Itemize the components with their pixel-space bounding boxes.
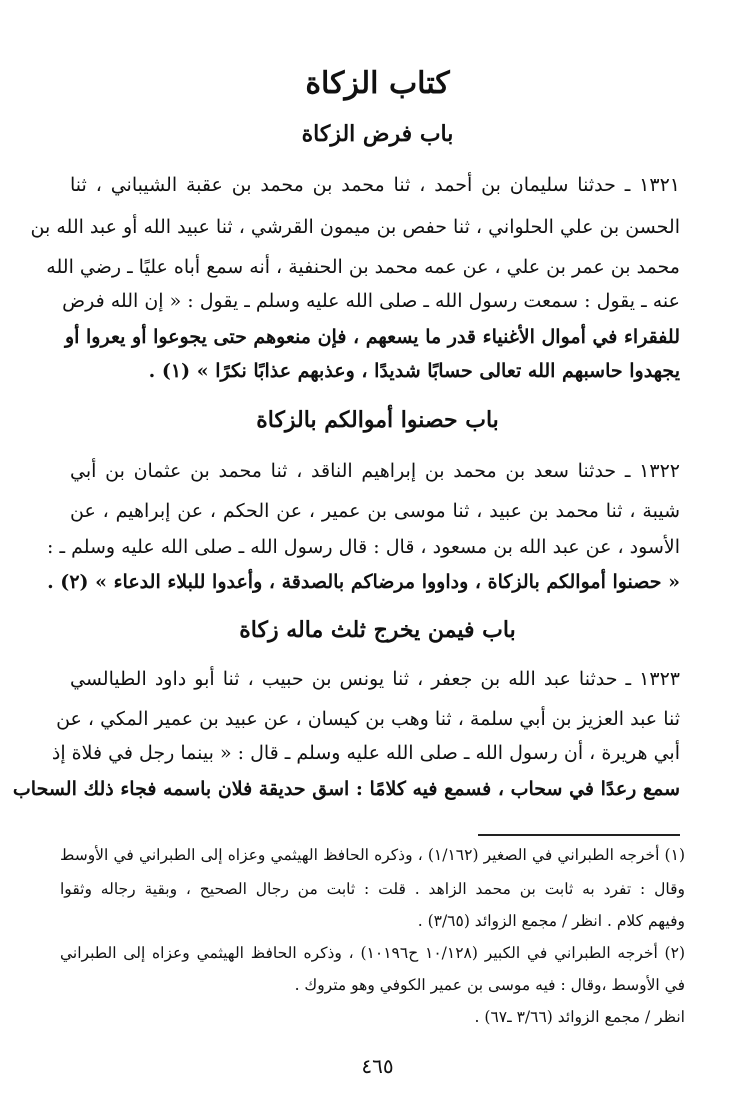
hadith-1322-line-3: الأسود ، عن عبد الله بن مسعود ، قال : قال رسول الله ـ صلى الله عليه وسلم ـ :: [47, 536, 680, 558]
footnote-2-line-3: انظر / مجمع الزوائد (٣/٦٦ ـ٦٧) .: [474, 1008, 685, 1026]
page-number: ٤٦٥: [361, 1054, 394, 1078]
book-title: كتاب الزكاة: [305, 66, 450, 101]
chapter-heading-3: باب فيمن يخرج ثلث ماله زكاة: [239, 617, 516, 643]
hadith-1322-line-2: شيبة ، ثنا محمد بن عبيد ، ثنا موسى بن عمير ، عن الحكم ، عن إبراهيم ، عن: [70, 500, 680, 522]
hadith-1321-line-2: الحسن بن علي الحلواني ، ثنا حفص بن ميمون القرشي ، ثنا عبيد الله أو عبد الله بن: [30, 216, 680, 238]
footnote-2-line-1: (٢) أخرجه الطبراني في الكبير (١٠/١٢٨ ح١٠١٩٦) ، وذكره الحافظ الهيثمي وعزاه إلى الطبراني: [60, 944, 685, 962]
footnote-divider: [478, 834, 680, 836]
hadith-1321-line-5: للفقراء في أموال الأغنياء قدر ما يسعهم ، فإن منعوهم حتى يجوعوا أو يعروا أو: [64, 326, 680, 348]
chapter-heading-2: باب حصنوا أموالكم بالزكاة: [256, 407, 499, 433]
hadith-1321-line-1: ١٣٢١ ـ حدثنا سليمان بن أحمد ، ثنا محمد بن محمد بن عقبة الشيباني ، ثنا: [70, 174, 680, 196]
hadith-1323-line-1: ١٣٢٣ ـ حدثنا عبد الله بن جعفر ، ثنا يونس بن حبيب ، ثنا أبو داود الطيالسي: [70, 668, 680, 690]
hadith-1321-line-6: يجهدوا حاسبهم الله تعالى حسابًا شديدًا ، وعذبهم عذابًا نكرًا » (١) .: [148, 360, 680, 382]
hadith-1321-line-4: عنه ـ يقول : سمعت رسول الله ـ صلى الله عليه وسلم ـ يقول : « إن الله فرض: [62, 290, 680, 312]
hadith-1321-line-3: محمد بن عمر بن علي ، عن عمه محمد بن الحنفية ، أنه سمع أباه عليًا ـ رضي الله: [46, 256, 680, 278]
footnote-1-line-1: (١) أخرجه الطبراني في الصغير (١/١٦٢) ، وذكره الحافظ الهيثمي وعزاه إلى الطبراني في الأوسط: [60, 846, 685, 864]
hadith-1322-line-4: « حصنوا أموالكم بالزكاة ، وداووا مرضاكم بالصدقة ، وأعدوا للبلاء الدعاء » (٢) .: [47, 571, 680, 593]
footnote-1-line-3: وفيهم كلام . انظر / مجمع الزوائد (٣/٦٥) .: [417, 912, 685, 930]
footnote-1-line-2: وقال : تفرد به ثابت بن محمد الزاهد . قلت : ثابت من رجال الصحيح ، وبقية رجاله وثقوا: [60, 880, 685, 898]
hadith-1323-line-2: ثنا عبد العزيز بن أبي سلمة ، ثنا وهب بن كيسان ، عن عبيد بن عمير المكي ، عن: [56, 708, 680, 730]
chapter-heading-1: باب فرض الزكاة: [301, 121, 454, 147]
hadith-1322-line-1: ١٣٢٢ ـ حدثنا سعد بن محمد بن إبراهيم الناقد ، ثنا محمد بن عثمان بن أبي: [70, 460, 680, 482]
hadith-1323-line-4: سمع رعدًا في سحاب ، فسمع فيه كلامًا : اسق حديقة فلان باسمه فجاء ذلك السحاب: [12, 778, 680, 800]
hadith-1323-line-3: أبي هريرة ، أن رسول الله ـ صلى الله عليه وسلم ـ قال : « بينما رجل في فلاة إذ: [51, 742, 680, 764]
footnote-2-line-2: في الأوسط ،وقال : فيه موسى بن عمير الكوفي وهو متروك .: [294, 976, 685, 994]
